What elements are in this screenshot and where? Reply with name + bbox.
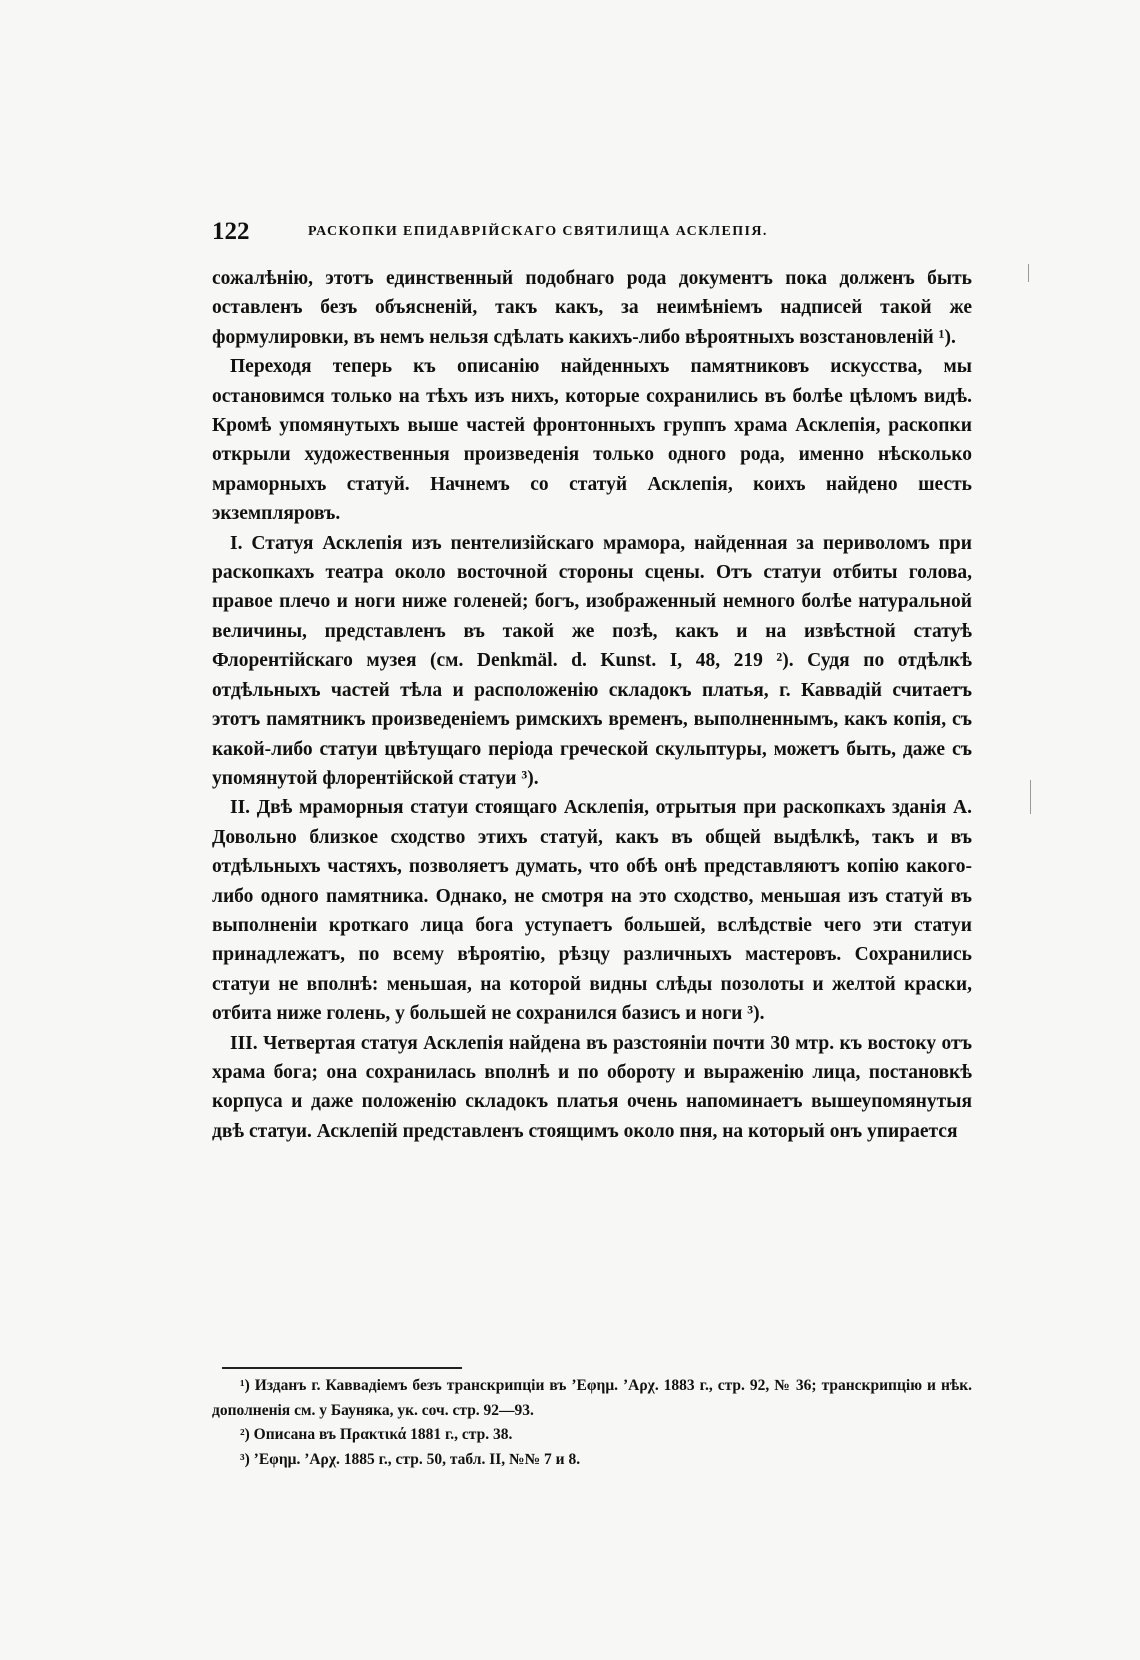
footnote-rule (222, 1367, 462, 1369)
paragraph: I. Статуя Асклепія изъ пентелизійскаго мрамора, найденная за периволомъ при раскопкахъ театра около восточной стороны сцены. Отъ статуи отбиты голова, правое плечо и ноги ниже голеней; богъ, изображенный немного болѣе натуральной величины, представленъ въ такой же позѣ, какъ и на извѣстной статуѣ Флорентійскаго музея (см. Denkmäl. d. Kunst. I, 48, 219 ²). Судя по отдѣлкѣ отдѣльныхъ частей тѣла и расположенію складокъ платья, г. Каввадій считаетъ этотъ памятникъ произведеніемъ римскихъ временъ, выполненнымъ, какъ копія, съ какой-либо статуи цвѣтущаго періода греческой скульптуры, можетъ быть, даже съ упомянутой флорентійской статуи ³). (212, 532, 972, 789)
page-header (212, 218, 972, 252)
page-number: 122 (212, 218, 250, 245)
paragraph: III. Четвертая статуя Асклепія найдена въ разстояніи почти 30 мтр. къ востоку отъ храма бога; она сохранилась вполнѣ и по обороту и выраженію лица, постановкѣ корпуса и даже положенію складокъ платья очень напоминаетъ вышеупомянутыя двѣ статуи. Асклепій представленъ стоящимъ около пня, на который онъ упирается (212, 1032, 972, 1142)
footnote: ³) ’Εφημ. ’Αρχ. 1885 г., стр. 50, табл. II, №№ 7 и 8. (240, 1450, 581, 1468)
running-title: РАСКОПКИ ЕПИДАВРІЙСКАГО СВЯТИЛИЩА АСКЛЕПІЯ. (308, 224, 768, 239)
body-text (212, 264, 972, 1146)
margin-mark (1028, 264, 1029, 282)
paragraph: Переходя теперь къ описанію найденныхъ памятниковъ искусства, мы остановимся только на тѣхъ изъ нихъ, которые сохранились въ болѣе цѣломъ видѣ. Кромѣ упомянутыхъ выше частей фронтонныхъ группъ храма Асклепія, раскопки открыли художественныя произведенія только одного рода, именно нѣсколько мраморныхъ статуй. Начнемъ со статуй Асклепія, коихъ найдено шесть экземпляровъ. (212, 356, 972, 525)
paragraph: сожалѣнію, этотъ единственный подобнаго рода документъ пока долженъ быть оставленъ безъ объясненій, такъ какъ, за неимѣніемъ надписей такой же формулировки, въ немъ нельзя сдѣлать какихъ-либо вѣроятныхъ возстановленій ¹). (212, 268, 972, 348)
footnotes (212, 1374, 972, 1472)
footnote: ¹) Изданъ г. Каввадіемъ безъ транскрипціи въ ’Εφημ. ’Αρχ. 1883 г., стр. 92, № 36; транскрипцію и нѣк. дополненія см. у Бауняка, ук. соч. стр. 92—93. (212, 1377, 972, 1419)
paragraph: II. Двѣ мраморныя статуи стоящаго Асклепія, отрытыя при раскопкахъ зданія А. Довольно близкое сходство этихъ статуй, какъ въ общей выдѣлкѣ, такъ и въ отдѣльныхъ частяхъ, позволяетъ думать, что обѣ онѣ представляютъ копію какого-либо одного памятника. Однако, не смотря на это сходство, меньшая изъ статуй въ выполненіи кроткаго лица бога уступаетъ большей, вслѣдствіе чего эти статуи принадлежатъ, по всему вѣроятію, рѣзцу различныхъ мастеровъ. Сохранились статуи не вполнѣ: меньшая, на которой видны слѣды позолоты и желтой краски, отбита ниже голень, у большей не сохранился базисъ и ноги ³). (212, 797, 972, 1025)
margin-mark (1030, 780, 1031, 814)
footnote: ²) Описана въ Πρακτικά 1881 г., стр. 38. (240, 1426, 513, 1443)
